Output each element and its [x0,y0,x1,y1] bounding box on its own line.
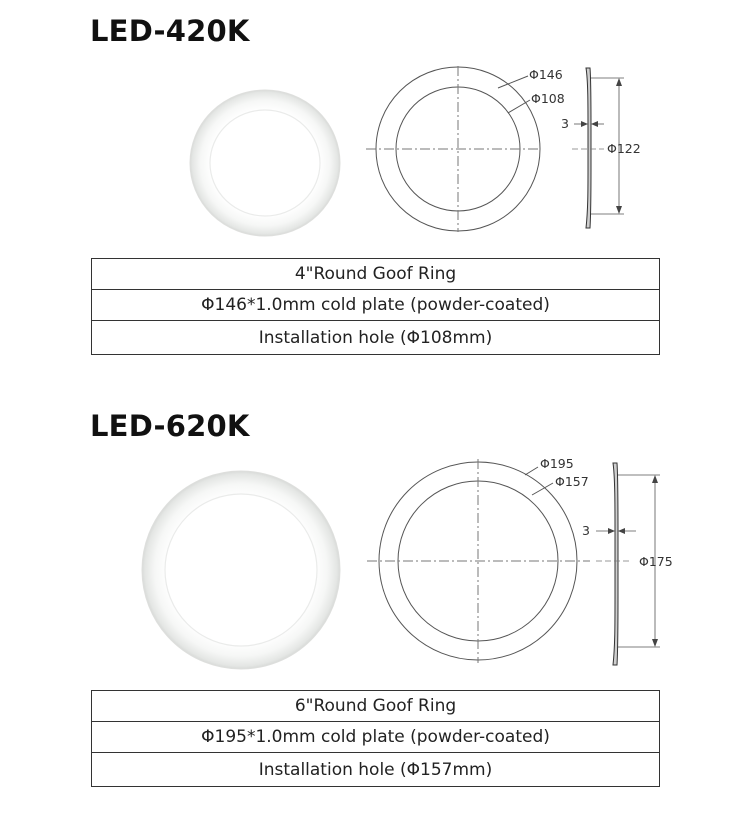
spec-cell: 6"Round Goof Ring [92,691,660,722]
ring-front-view [367,459,590,663]
thickness-label: 3 [561,116,569,131]
model-title: LED-420K [90,14,250,48]
thickness-label: 3 [582,523,590,538]
spec-cell: Installation hole (Φ108mm) [92,321,660,355]
height-label: Φ175 [639,554,673,569]
spec-cell: Φ195*1.0mm cold plate (powder-coated) [92,722,660,753]
spec-table [91,258,660,355]
height-label: Φ122 [607,141,641,156]
spec-table [91,690,660,787]
outer-diameter-label: Φ146 [529,67,563,82]
ring-photo [190,90,340,236]
product-drawing [0,0,750,250]
product-drawing [0,395,750,685]
inner-diameter-label: Φ108 [531,91,565,106]
product-section-1 [0,0,750,380]
table-row [92,290,660,321]
spec-cell: Φ146*1.0mm cold plate (powder-coated) [92,290,660,321]
inner-diameter-label: Φ157 [555,474,589,489]
ring-photo [142,471,340,669]
table-row [92,722,660,753]
table-row [92,753,660,787]
table-row [92,259,660,290]
table-row [92,321,660,355]
table-row [92,691,660,722]
product-section-2 [0,395,750,821]
model-title: LED-620K [90,409,250,443]
spec-cell: Installation hole (Φ157mm) [92,753,660,787]
ring-front-view [366,66,540,232]
spec-cell: 4"Round Goof Ring [92,259,660,290]
outer-diameter-label: Φ195 [540,456,574,471]
